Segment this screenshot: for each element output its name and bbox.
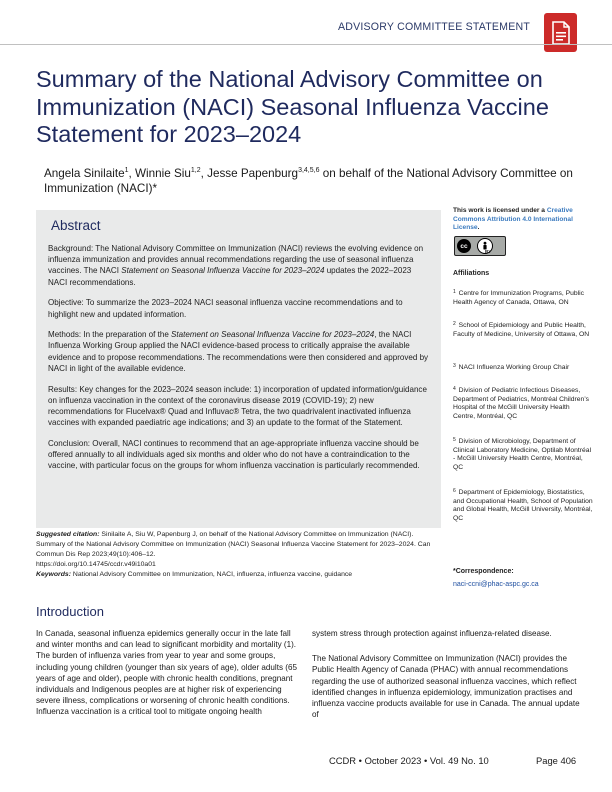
affiliation-item: [453, 436, 593, 473]
suggested-citation: [36, 530, 442, 580]
cc-icon: cc: [457, 239, 471, 253]
affiliation-item: [453, 320, 593, 339]
introduction-heading: Introduction: [36, 604, 104, 619]
author-separator: ,: [128, 166, 135, 180]
affiliation-number: 2: [453, 321, 456, 327]
creative-commons-badge[interactable]: [454, 236, 506, 256]
journal-info: CCDR • October 2023 • Vol. 49 No. 10: [329, 755, 489, 766]
abstract-text: In the preparation of the: [81, 330, 172, 340]
abstract-methods: [48, 329, 429, 374]
affiliation-text: Division of Pediatric Infectious Diseases, Department of Pediatrics, Montréal Children’s Hospital of the McGill University Health Centre, Montréal, QC: [453, 387, 590, 421]
body-column-left: [36, 628, 306, 726]
license-text: This work is licensed under a: [453, 207, 547, 214]
abstract-heading: Abstract: [51, 218, 101, 233]
affiliation-text: Centre for Immunization Programs, Public Health Agency of Canada, Ottawa, ON: [453, 290, 584, 306]
abstract-label: Methods:: [48, 330, 82, 340]
license-end: .: [477, 224, 480, 232]
abstract-label: Background:: [48, 244, 94, 253]
author-separator: ,: [200, 166, 208, 180]
author-list: [44, 163, 574, 196]
author-affiliation-ref: 1: [124, 167, 129, 174]
abstract-text: updates the 2022–2023 NACI recommendations.: [48, 266, 412, 287]
abstract-text: To summarize the 2023–2024 NACI seasonal influenza vaccine recommendations and to highlight new and updated information.: [48, 298, 403, 319]
abstract-objective: [48, 297, 429, 319]
affiliation-number: 5: [453, 437, 456, 443]
correspondence-heading: *Correspondence:: [453, 568, 514, 575]
author-group: on behalf of the National Advisory Committee on Immunization (NACI)*: [44, 166, 573, 195]
page-number: Page 406: [536, 755, 577, 766]
body-paragraph: In Canada, seasonal influenza epidemics generally occur in the late fall and winter months and can lead to significant morbidity and mortality (1). The burden of influenza varies from year to year and some groups, including young children (younger than six years of age), older adults (65 years of age and older), people with chronic health conditions, pregnant individuals and Indigenous peoples are at higher risk of experiencing severe illness, complications or worsening of chronic health conditions. Influenza vaccination is a critical tool to mitigate ongoing health: [36, 629, 297, 717]
affiliation-text: Department of Epidemiology, Biostatistics, and Occupational Health, School of Population and Global Health, McGill University, Montréal, QC: [453, 489, 593, 523]
affiliation-text: Division of Microbiology, Department of Clinical Laboratory Medicine, Optilab Montréal - McGill University Health Centre, Montréal, QC: [453, 438, 592, 472]
affiliation-item: [453, 385, 593, 422]
abstract-text: Overall, NACI continues to recommend that an age-appropriate influenza vaccine should be offered annually to all individuals aged six months and older who do not have a contraindication to the vaccine, with particular focus on the groups for whom influenza vaccination is particularly recommended.: [48, 438, 420, 471]
affiliation-number: 3: [453, 363, 456, 369]
body-paragraph: The National Advisory Committee on Immunization (NACI) provides the Public Health Agency of Canada (PHAC) with annual recommendations regarding the use of authorized seasonal influenza vaccines, which reflect identified changes in influenza epidemiology, immunization practises and influenza vaccine products available for use in Canada. The annual update of: [312, 654, 580, 720]
doi-link[interactable]: https://doi.org/10.14745/ccdr.v49i10a01: [36, 561, 156, 568]
header-divider: [0, 44, 612, 45]
abstract-background: [48, 243, 429, 288]
affiliations-heading: Affiliations: [453, 270, 490, 277]
affiliation-item: [453, 362, 593, 373]
license-link[interactable]: Creative Commons Attribution 4.0 International License: [453, 207, 573, 232]
author-name: Winnie Siu: [134, 166, 191, 180]
affiliation-item: [453, 288, 593, 307]
author-affiliation-ref: 3,4,5,6: [298, 167, 320, 174]
abstract-label: Conclusion:: [48, 438, 91, 448]
affiliation-text: NACI Influenza Working Group Chair: [458, 364, 570, 371]
abstract-conclusion: [48, 438, 429, 472]
author-affiliation-ref: 1,2: [190, 167, 201, 174]
abstract-italic: Statement on Seasonal Influenza Vaccine for 2023–2024: [121, 266, 325, 276]
cc-by-label: BY: [485, 249, 492, 254]
abstract-results: [48, 384, 429, 429]
author-name: Jesse Papenburg: [207, 166, 299, 180]
abstract-text: The National Advisory Committee on Immunization (NACI) reviews the evolving evidence on influenza immunization and provides annual recommendations regarding the use of seasonal influenza vaccines. The NACI: [48, 244, 424, 276]
citation-label: Suggested citation:: [36, 531, 100, 538]
body-column-right: [312, 628, 584, 728]
citation-text: Sinilaite A, Siu W, Papenburg J, on behalf of the National Advisory Committee on Immunization (NACI). Summary of the National Advisory Committee on Immunization (NACI) Seasonal Influenza Vaccine Statement for 2023–2024. Can Commun Dis Rep 2023;49(10):406–12.: [36, 531, 431, 558]
abstract-italic: Statement on Seasonal Influenza Vaccine for 2023–2024: [171, 330, 375, 340]
author-name: Angela Sinilaite: [44, 166, 125, 180]
affiliation-number: 6: [453, 488, 456, 494]
abstract-label: Objective:: [48, 298, 84, 308]
page-title: Summary of the National Advisory Committee on Immunization (NACI) Seasonal Influenza Vaccine Statement for 2023–2024: [36, 66, 549, 147]
affiliation-number: 4: [453, 386, 456, 392]
abstract-box: [36, 210, 441, 528]
correspondence-email-link[interactable]: naci-ccni@phac-aspc.gc.ca: [453, 581, 539, 588]
body-paragraph: system stress through protection against influenza-related disease.: [312, 629, 552, 638]
pdf-download-button[interactable]: [544, 13, 577, 52]
keywords-label: Keywords:: [36, 571, 71, 578]
pdf-document-icon: [550, 20, 572, 46]
affiliation-number: 1: [453, 289, 456, 295]
affiliation-text: School of Epidemiology and Public Health, Faculty of Medicine, University of Ottawa, ON: [453, 322, 590, 338]
abstract-text: Key changes for the 2023–2024 season include: 1) incorporation of updated information/guidance on influenza vaccination in the context of the coronavirus disease 2019 (COVID-19); 2) new recommendations for Flucelvax® Quad and Influvac® Tetra, the two quadrivalent inactivated influenza vaccines with expanded paediatric age indications; and 3) an update to the format of the Statement.: [48, 384, 427, 428]
license-notice: [453, 207, 593, 233]
abstract-text: , the NACI Influenza Working Group applied the NACI evidence-based process to critically appraise the available evidence and to propose recommendations. The recommendations were then considered and approved by NACI in light of the available evidence.: [48, 330, 429, 373]
section-label: ADVISORY COMMITTEE STATEMENT: [338, 21, 530, 33]
keywords-text: National Advisory Committee on Immunization, NACI, influenza, influenza vaccine, guidance: [71, 571, 353, 578]
abstract-label: Results:: [48, 384, 78, 394]
affiliation-item: [453, 487, 593, 524]
